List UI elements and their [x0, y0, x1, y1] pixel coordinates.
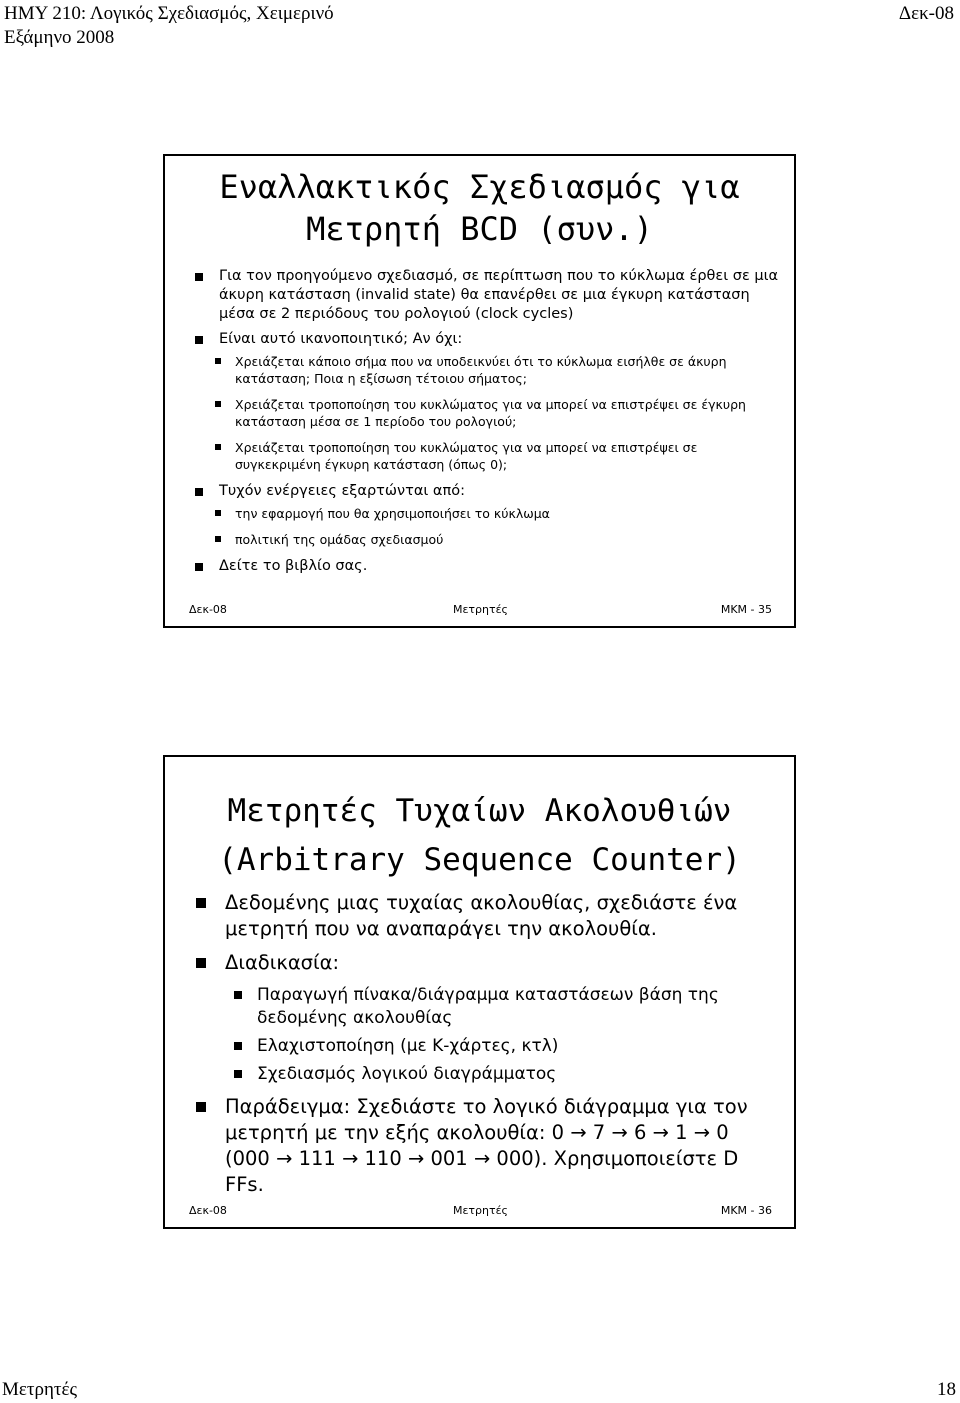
square-bullet-icon: [215, 536, 221, 542]
square-bullet-icon: [195, 336, 203, 344]
bullet-text: Τυχόν ενέργειες εξαρτώνται από:: [219, 483, 465, 499]
bullet-text: Για τον προηγούμενο σχεδιασμό, σε περίπτωση που το κύκλωμα έρθει σε μια άκυρη κατάσταση (invalid state) θα επανέρθει σε μια έγκυρη κατάσταση μέσα σε 2 περιόδους του ρολογιού (clock cycles): [219, 268, 779, 322]
page-footer: [0, 1375, 960, 1403]
sub-bullet-list: [219, 505, 779, 548]
sub-bullet-item: [205, 531, 755, 548]
bullet-item: [165, 267, 779, 324]
slide-title-line2: Μετρητή BCD (συν.): [306, 210, 653, 248]
bullet-list: [165, 267, 794, 582]
slide-title-line2: (Arbitrary Sequence Counter): [218, 842, 741, 878]
sub-bullet-text: Χρειάζεται κάποιο σήμα που να υποδεικνύει ότι το κύκλωμα εισήλθε σε άκυρη κατάσταση; Ποια η εξίσωση τέτοιου σήματος;: [235, 354, 727, 386]
square-bullet-icon: [195, 273, 203, 281]
square-bullet-icon: [195, 488, 203, 496]
bullet-text: Δείτε το βιβλίο σας.: [219, 558, 368, 574]
slide-footer-date: Δεκ-08: [189, 1204, 227, 1217]
bullet-item: [165, 1094, 765, 1198]
slide-footer-date: Δεκ-08: [189, 603, 227, 616]
square-bullet-icon: [196, 898, 206, 908]
slide-footer-topic: Μετρητές: [452, 1204, 509, 1217]
slide-footer-number: ΜΚΜ - 36: [720, 1204, 772, 1217]
sub-bullet-item: [205, 439, 755, 473]
bullet-item: [165, 950, 765, 1086]
bullet-text: Διαδικασία:: [225, 951, 340, 974]
square-bullet-icon: [196, 958, 206, 968]
bullet-text: Παράδειγμα: Σχεδιάστε το λογικό διάγραμμα για τον μετρητή με την εξής ακολουθία: 0 → 7 → 6 → 1 → 0 (000 → 111 → 110 → 001 → 000). Χρησιμοποιείστε D FFs.: [225, 1095, 748, 1196]
slide-35: [163, 154, 796, 628]
square-bullet-icon: [196, 1102, 206, 1112]
square-bullet-icon: [215, 510, 221, 516]
sub-bullet-item: [227, 1035, 757, 1058]
sub-bullet-list: [219, 353, 779, 473]
sub-bullet-text: Ελαχιστοποίηση (με Κ-χάρτες, κτλ): [257, 1036, 559, 1056]
sub-bullet-text: την εφαρμογή που θα χρησιμοποιήσει το κύκλωμα: [235, 506, 550, 521]
slide-footer-number: ΜΚΜ - 35: [720, 603, 772, 616]
square-bullet-icon: [215, 358, 221, 364]
bullet-list: [165, 890, 794, 1206]
sub-bullet-text: Παραγωγή πίνακα/διάγραμμα καταστάσεων βάση της δεδομένης ακολουθίας: [257, 985, 719, 1028]
slide-footer-topic: Μετρητές: [452, 603, 509, 616]
square-bullet-icon: [195, 563, 203, 571]
bullet-item: [165, 482, 779, 548]
sub-bullet-item: [205, 505, 755, 522]
slide-title-line1: Μετρητές Τυχαίων Ακολουθιών: [227, 793, 732, 829]
page-header: [0, 0, 960, 50]
sub-bullet-item: [205, 353, 755, 387]
sub-bullet-text: Χρειάζεται τροποποίηση του κυκλώματος για να μπορεί να επιστρέψει σε έγκυρη κατάσταση μέσα σε 1 περίοδο του ρολογιού;: [235, 397, 746, 429]
square-bullet-icon: [215, 401, 221, 407]
bullet-item: [165, 330, 779, 473]
bullet-text: Δεδομένης μιας τυχαίας ακολουθίας, σχεδιάστε ένα μετρητή που να αναπαράγει την ακολουθία.: [225, 891, 738, 940]
header-date: Δεκ-08: [898, 3, 954, 24]
square-bullet-icon: [215, 444, 221, 450]
bullet-text: Είναι αυτό ικανοποιητικό; Αν όχι:: [219, 331, 463, 347]
sub-bullet-item: [205, 396, 755, 430]
slide-footer: [189, 602, 772, 618]
course-title: [4, 2, 334, 50]
slide-footer: [189, 1203, 772, 1219]
sub-bullet-item: [227, 984, 757, 1030]
slide-title-line1: Εναλλακτικός Σχεδιασμός για: [219, 168, 740, 206]
slide-title: [165, 787, 794, 885]
slide-title: [165, 166, 794, 250]
square-bullet-icon: [234, 991, 242, 999]
square-bullet-icon: [234, 1070, 242, 1078]
sub-bullet-text: Χρειάζεται τροποποίηση του κυκλώματος για να μπορεί να επιστρέψει σε συγκεκριμένη έγκυρη κατάσταση (όπως 0);: [235, 440, 698, 472]
page-number: 18: [937, 1379, 956, 1400]
square-bullet-icon: [234, 1042, 242, 1050]
bullet-item: [165, 557, 779, 576]
bullet-item: [165, 890, 765, 942]
slide-36: [163, 755, 796, 1229]
sub-bullet-item: [227, 1063, 757, 1086]
sub-bullet-text: Σχεδιασμός λογικού διαγράμματος: [257, 1064, 557, 1084]
sub-bullet-text: πολιτική της ομάδας σχεδιασμού: [235, 532, 444, 547]
page-footer-topic: Μετρητές: [2, 1379, 78, 1400]
course-title-line1: ΗΜΥ 210: Λογικός Σχεδιασμός, Χειμερινό: [4, 3, 334, 24]
course-title-line2: Εξάμηνο 2008: [4, 27, 115, 48]
sub-bullet-list: [225, 984, 765, 1086]
